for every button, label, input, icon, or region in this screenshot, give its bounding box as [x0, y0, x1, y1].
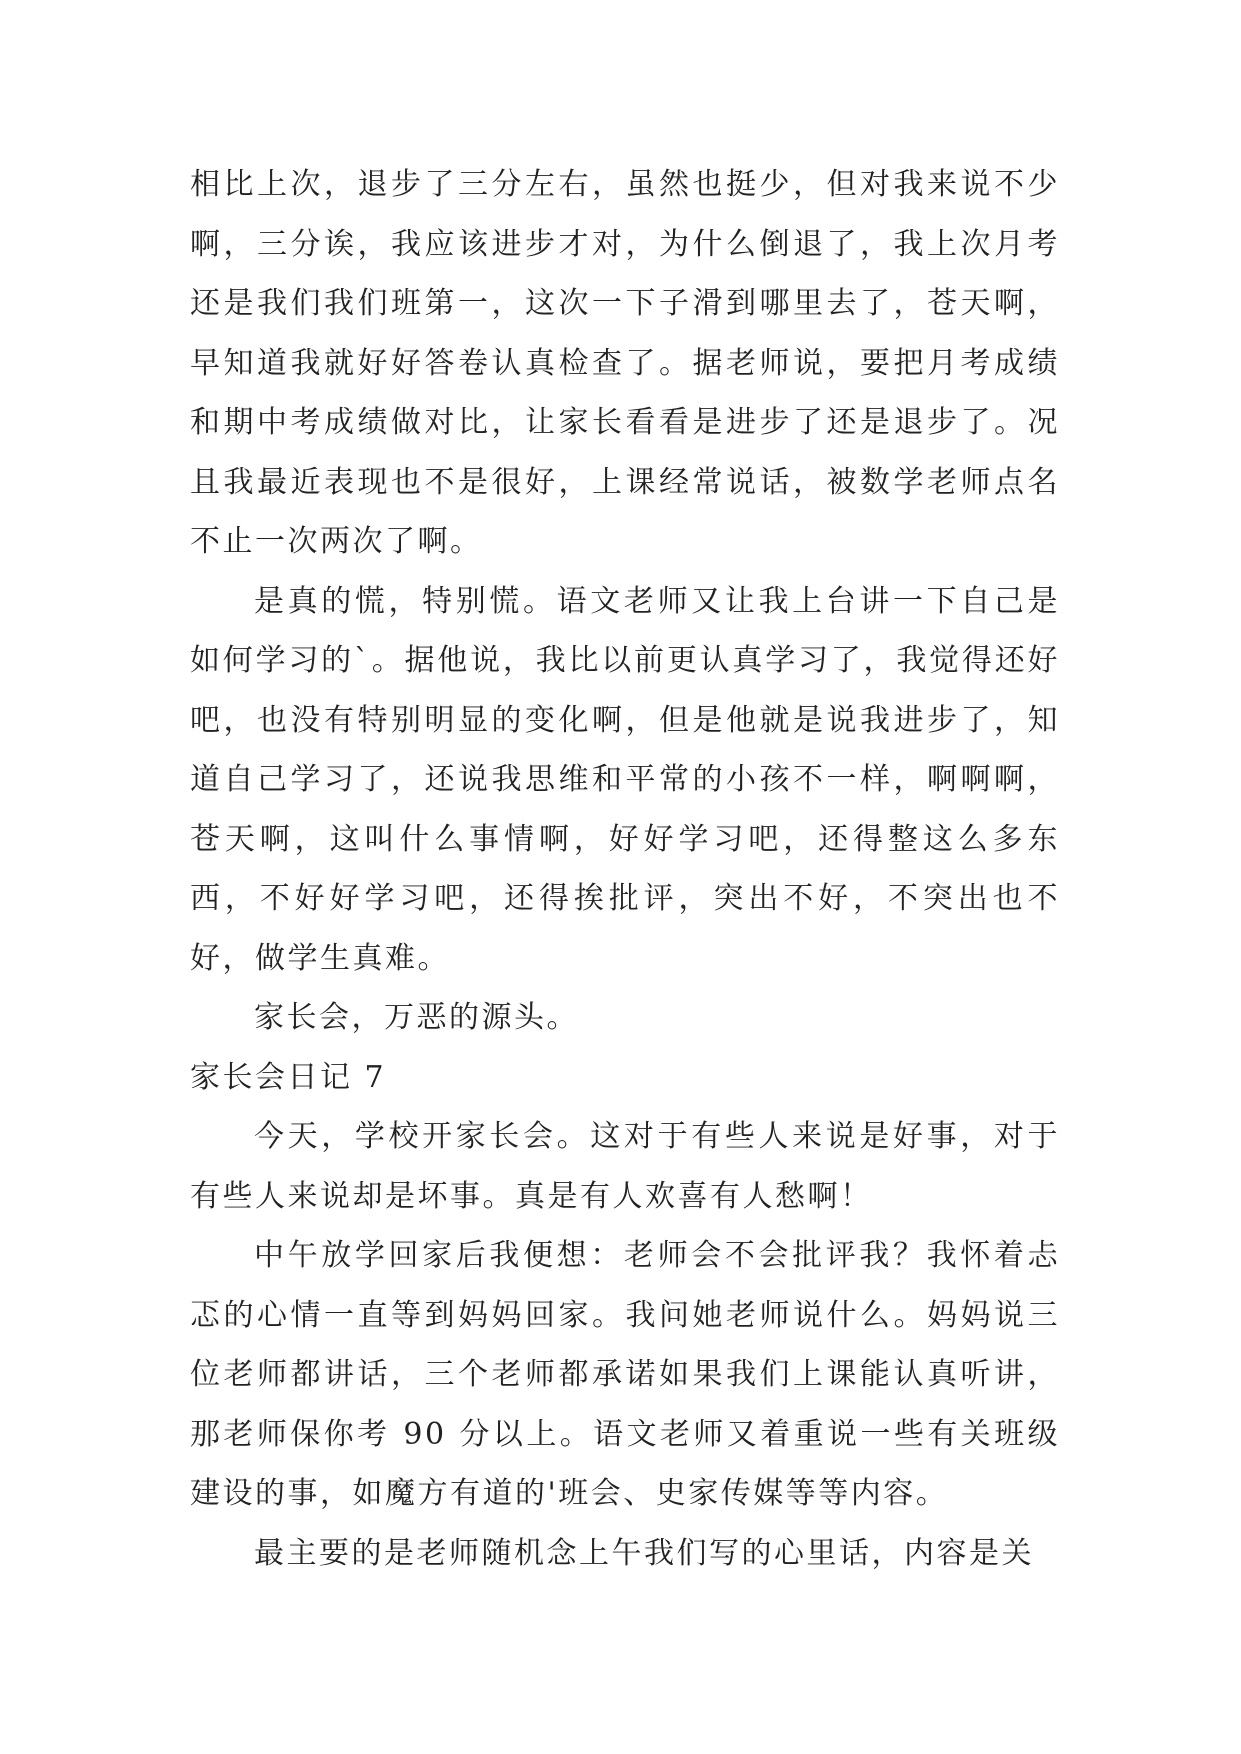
- paragraph: 中午放学回家后我便想：老师会不会批评我？我怀着忐忑的心情一直等到妈妈回家。我问她老师说什么。妈妈说三位老师都讲话，三个老师都承诺如果我们上课能认真听讲，那老师保你考 90 分以上。语文老师又着重说一些有关班级建设的事，如魔方有道的'班会、史家传媒等等内容。: [190, 1238, 1060, 1511]
- section-heading: 家长会日记 7: [190, 1059, 387, 1095]
- paragraph: 今天，学校开家长会。这对于有些人来说是好事，对于有些人来说却是坏事。真是有人欢喜有人愁啊！: [190, 1119, 1060, 1214]
- document-page: [190, 155, 1060, 1583]
- paragraph: 是真的慌，特别慌。语文老师又让我上台讲一下自己是如何学习的`。据他说，我比以前更认真学习了，我觉得还好吧，也没有特别明显的变化啊，但是他就是说我进步了，知道自己学习了，还说我思维和平常的小孩不一样，啊啊啊，苍天啊，这叫什么事情啊，好好学习吧，还得整这么多东西，不好好学习吧，还得挨批评，突出不好，不突出也不好，做学生真难。: [190, 583, 1060, 976]
- paragraph: 相比上次，退步了三分左右，虽然也挺少，但对我来说不少啊，三分诶，我应该进步才对，为什么倒退了，我上次月考还是我们我们班第一，这次一下子滑到哪里去了，苍天啊，早知道我就好好答卷认真检查了。据老师说，要把月考成绩和期中考成绩做对比，让家长看看是进步了还是退步了。况且我最近表现也不是很好，上课经常说话，被数学老师点名不止一次两次了啊。: [190, 167, 1060, 559]
- paragraph: 家长会，万恶的源头。: [254, 1000, 579, 1035]
- paragraph: 最主要的是老师随机念上午我们写的心里话，内容是关: [254, 1535, 1034, 1571]
